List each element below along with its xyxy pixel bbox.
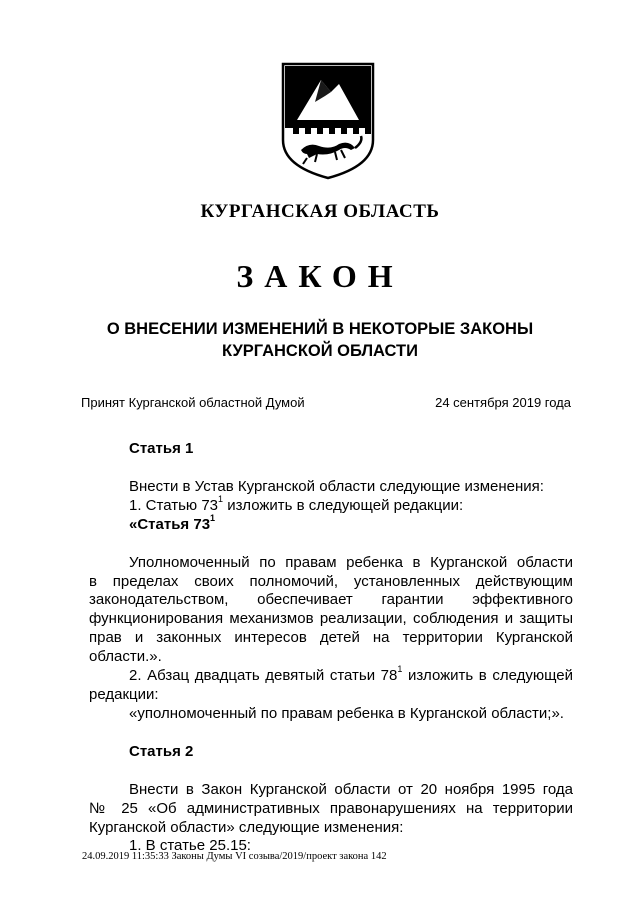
article-2-line: № 25 «Об административных правонарушениях на территории bbox=[89, 799, 573, 817]
region-title: КУРГАНСКАЯ ОБЛАСТЬ bbox=[200, 201, 440, 222]
article-1-item-1: 1. Статью $73^1$ изложить в следующей редакции: bbox=[129, 493, 464, 514]
quoted-line: законодательством, обеспечивает гарантии эффективного bbox=[89, 591, 573, 609]
coat-of-arms-emblem bbox=[279, 62, 377, 180]
quoted-line: области.». bbox=[89, 648, 162, 666]
law-body bbox=[89, 440, 573, 856]
article-2-item-1: 1. В статье 25.15: bbox=[129, 837, 251, 855]
quoted-line: Уполномоченный по правам ребенка в Курганской области bbox=[129, 553, 573, 571]
quoted-line: в пределах своих полномочий, установленных действующим bbox=[89, 572, 573, 590]
law-title-line-1: О ВНЕСЕНИИ ИЗМЕНЕНИЙ В НЕКОТОРЫЕ ЗАКОНЫ bbox=[106, 320, 534, 338]
article-2-line: Внести в Закон Курганской области от 20 ноября 1995 года bbox=[129, 780, 573, 798]
article-1-item-2-quote: «уполномоченный по правам ребенка в Курганской области;». bbox=[129, 704, 564, 722]
law-title bbox=[0, 318, 640, 362]
quoted-line: функционирования механизмов реализации, соблюдения и защиты bbox=[89, 610, 573, 628]
adoption-date: 24 сентября 2019 года bbox=[435, 395, 571, 410]
article-1-heading: Статья 1 bbox=[129, 440, 194, 457]
law-title-line-2: КУРГАНСКОЙ ОБЛАСТИ bbox=[222, 342, 418, 360]
article-1-intro: Внести в Устав Курганской области следующие изменения: bbox=[129, 477, 544, 495]
article-2-line: Курганской области» следующие изменения: bbox=[89, 818, 404, 836]
document-type: ЗАКОН bbox=[236, 258, 404, 294]
adopted-by: Принят Курганской областной Думой bbox=[81, 395, 305, 410]
quoted-line: прав и законных интересов детей на территории Курганской bbox=[89, 629, 573, 647]
footer-stamp: 24.09.2019 11:35:33 Законы Думы VI созыва/2019/проект закона 142 bbox=[82, 851, 387, 862]
article-1-item-2: 2. Абзац двадцать девятый статьи $78^1$ изложить в следующей bbox=[129, 664, 573, 685]
article-1-item-2-cont: редакции: bbox=[89, 685, 159, 703]
quoted-article-heading: «Статья $73^1$ bbox=[129, 512, 216, 533]
article-2-heading: Статья 2 bbox=[129, 742, 194, 760]
